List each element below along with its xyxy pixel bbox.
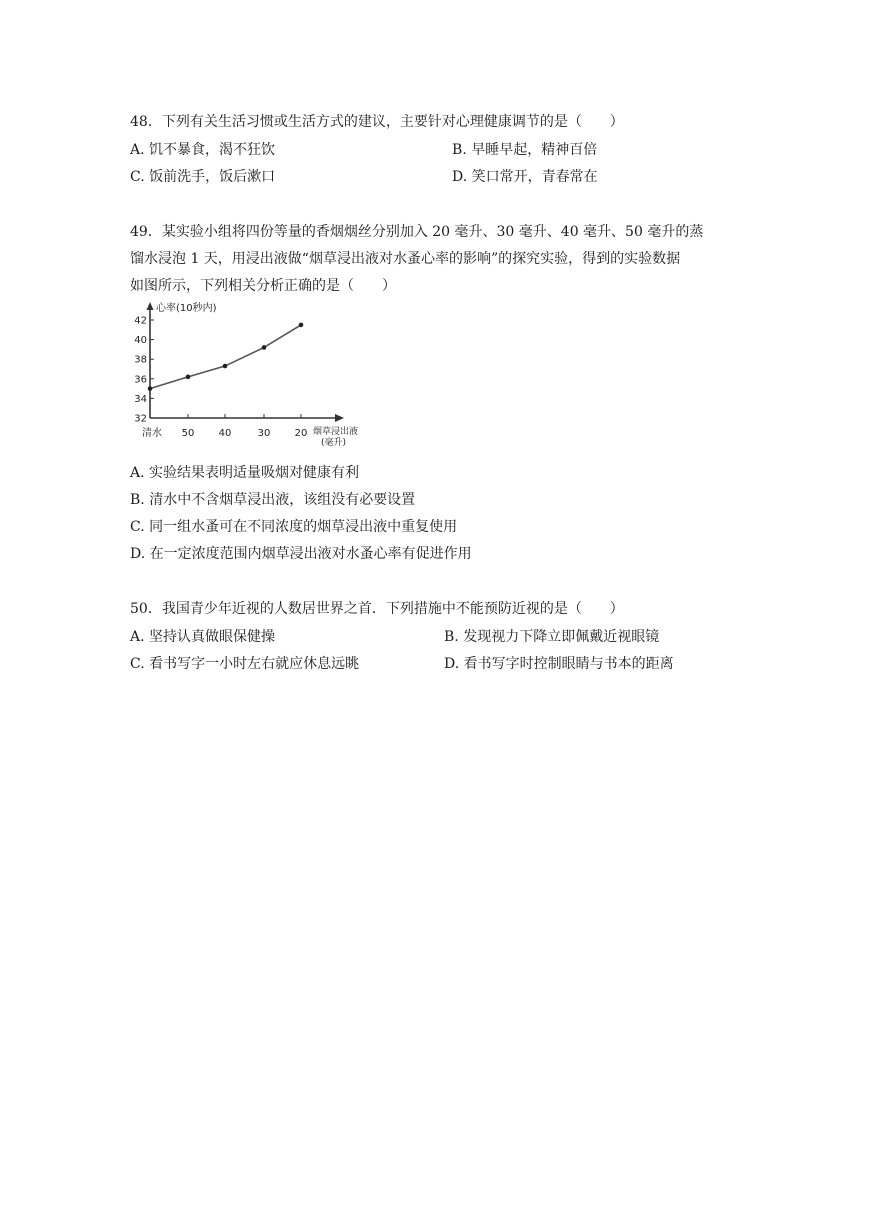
q48-option-c: C. 饭前洗手，饭后漱口: [130, 169, 276, 185]
q50-option-d: D. 看书写字时控制眼睛与书本的距离: [444, 656, 674, 672]
x-tick-label: 50: [181, 428, 195, 439]
q49-option-b: B. 清水中不含烟草浸出液，该组没有必要设置: [130, 492, 416, 508]
data-point: [148, 386, 153, 391]
heart-rate-chart: [128, 298, 360, 446]
q48-option-a: A. 饥不暴食，渴不狂饮: [130, 142, 276, 158]
x-tick-label: 40: [218, 428, 232, 439]
q50-option-c: C. 看书写字一小时左右就应休息远眺: [130, 656, 360, 672]
q49-stem-line3: 如图所示，下列相关分析正确的是（ ）: [130, 278, 396, 294]
y-tick-label: 42: [134, 315, 147, 327]
q49-option-c: C. 同一组水蚤可在不同浓度的烟草浸出液中重复使用: [130, 519, 458, 535]
y-tick-label: 36: [134, 374, 147, 386]
q50-option-b: B. 发现视力下降立即佩戴近视眼镜: [444, 629, 660, 645]
q50-option-a: A. 坚持认真做眼保健操: [130, 629, 276, 645]
q48-option-b: B. 早睡早起，精神百倍: [452, 142, 598, 158]
x-tick-label: 清水: [142, 428, 162, 439]
q50-stem: 50．我国青少年近视的人数居世界之首．下列措施中不能预防近视的是（ ）: [130, 601, 624, 617]
data-point: [223, 364, 228, 369]
y-axis-arrow: [147, 302, 154, 310]
heart-rate-chart-svg: [128, 298, 360, 446]
y-tick-label: 34: [134, 393, 147, 405]
q48-option-d: D. 笑口常开，青春常在: [452, 169, 598, 185]
y-tick-label: 40: [134, 335, 147, 347]
q49-stem-line2: 馏水浸泡 1 天，用浸出液做“烟草浸出液对水蚤心率的影响”的探究实验，得到的实验数据: [130, 251, 681, 267]
q49-option-a: A. 实验结果表明适量吸烟对健康有利: [130, 465, 360, 481]
x-tick-label: 20: [294, 428, 308, 439]
y-tick-label: 32: [134, 413, 147, 425]
series-line: [150, 325, 301, 389]
x-axis-label-line2: (毫升): [321, 438, 347, 446]
data-point: [299, 323, 304, 328]
y-axis-label: 心率(10秒内): [156, 303, 217, 314]
x-axis-label-line1: 烟草浸出液: [313, 427, 359, 437]
q49-option-d: D. 在一定浓度范围内烟草浸出液对水蚤心率有促进作用: [130, 546, 472, 562]
data-point: [262, 345, 267, 350]
y-tick-label: 38: [134, 354, 147, 366]
q48-stem: 48．下列有关生活习惯或生活方式的建议，主要针对心理健康调节的是（ ）: [130, 114, 624, 130]
data-point: [186, 375, 191, 380]
x-axis-arrow: [335, 414, 344, 422]
x-tick-label: 30: [257, 428, 271, 439]
q49-stem-line1: 49．某实验小组将四份等量的香烟烟丝分别加入 20 毫升、30 毫升、40 毫升、50 毫升的蒸: [130, 224, 704, 240]
